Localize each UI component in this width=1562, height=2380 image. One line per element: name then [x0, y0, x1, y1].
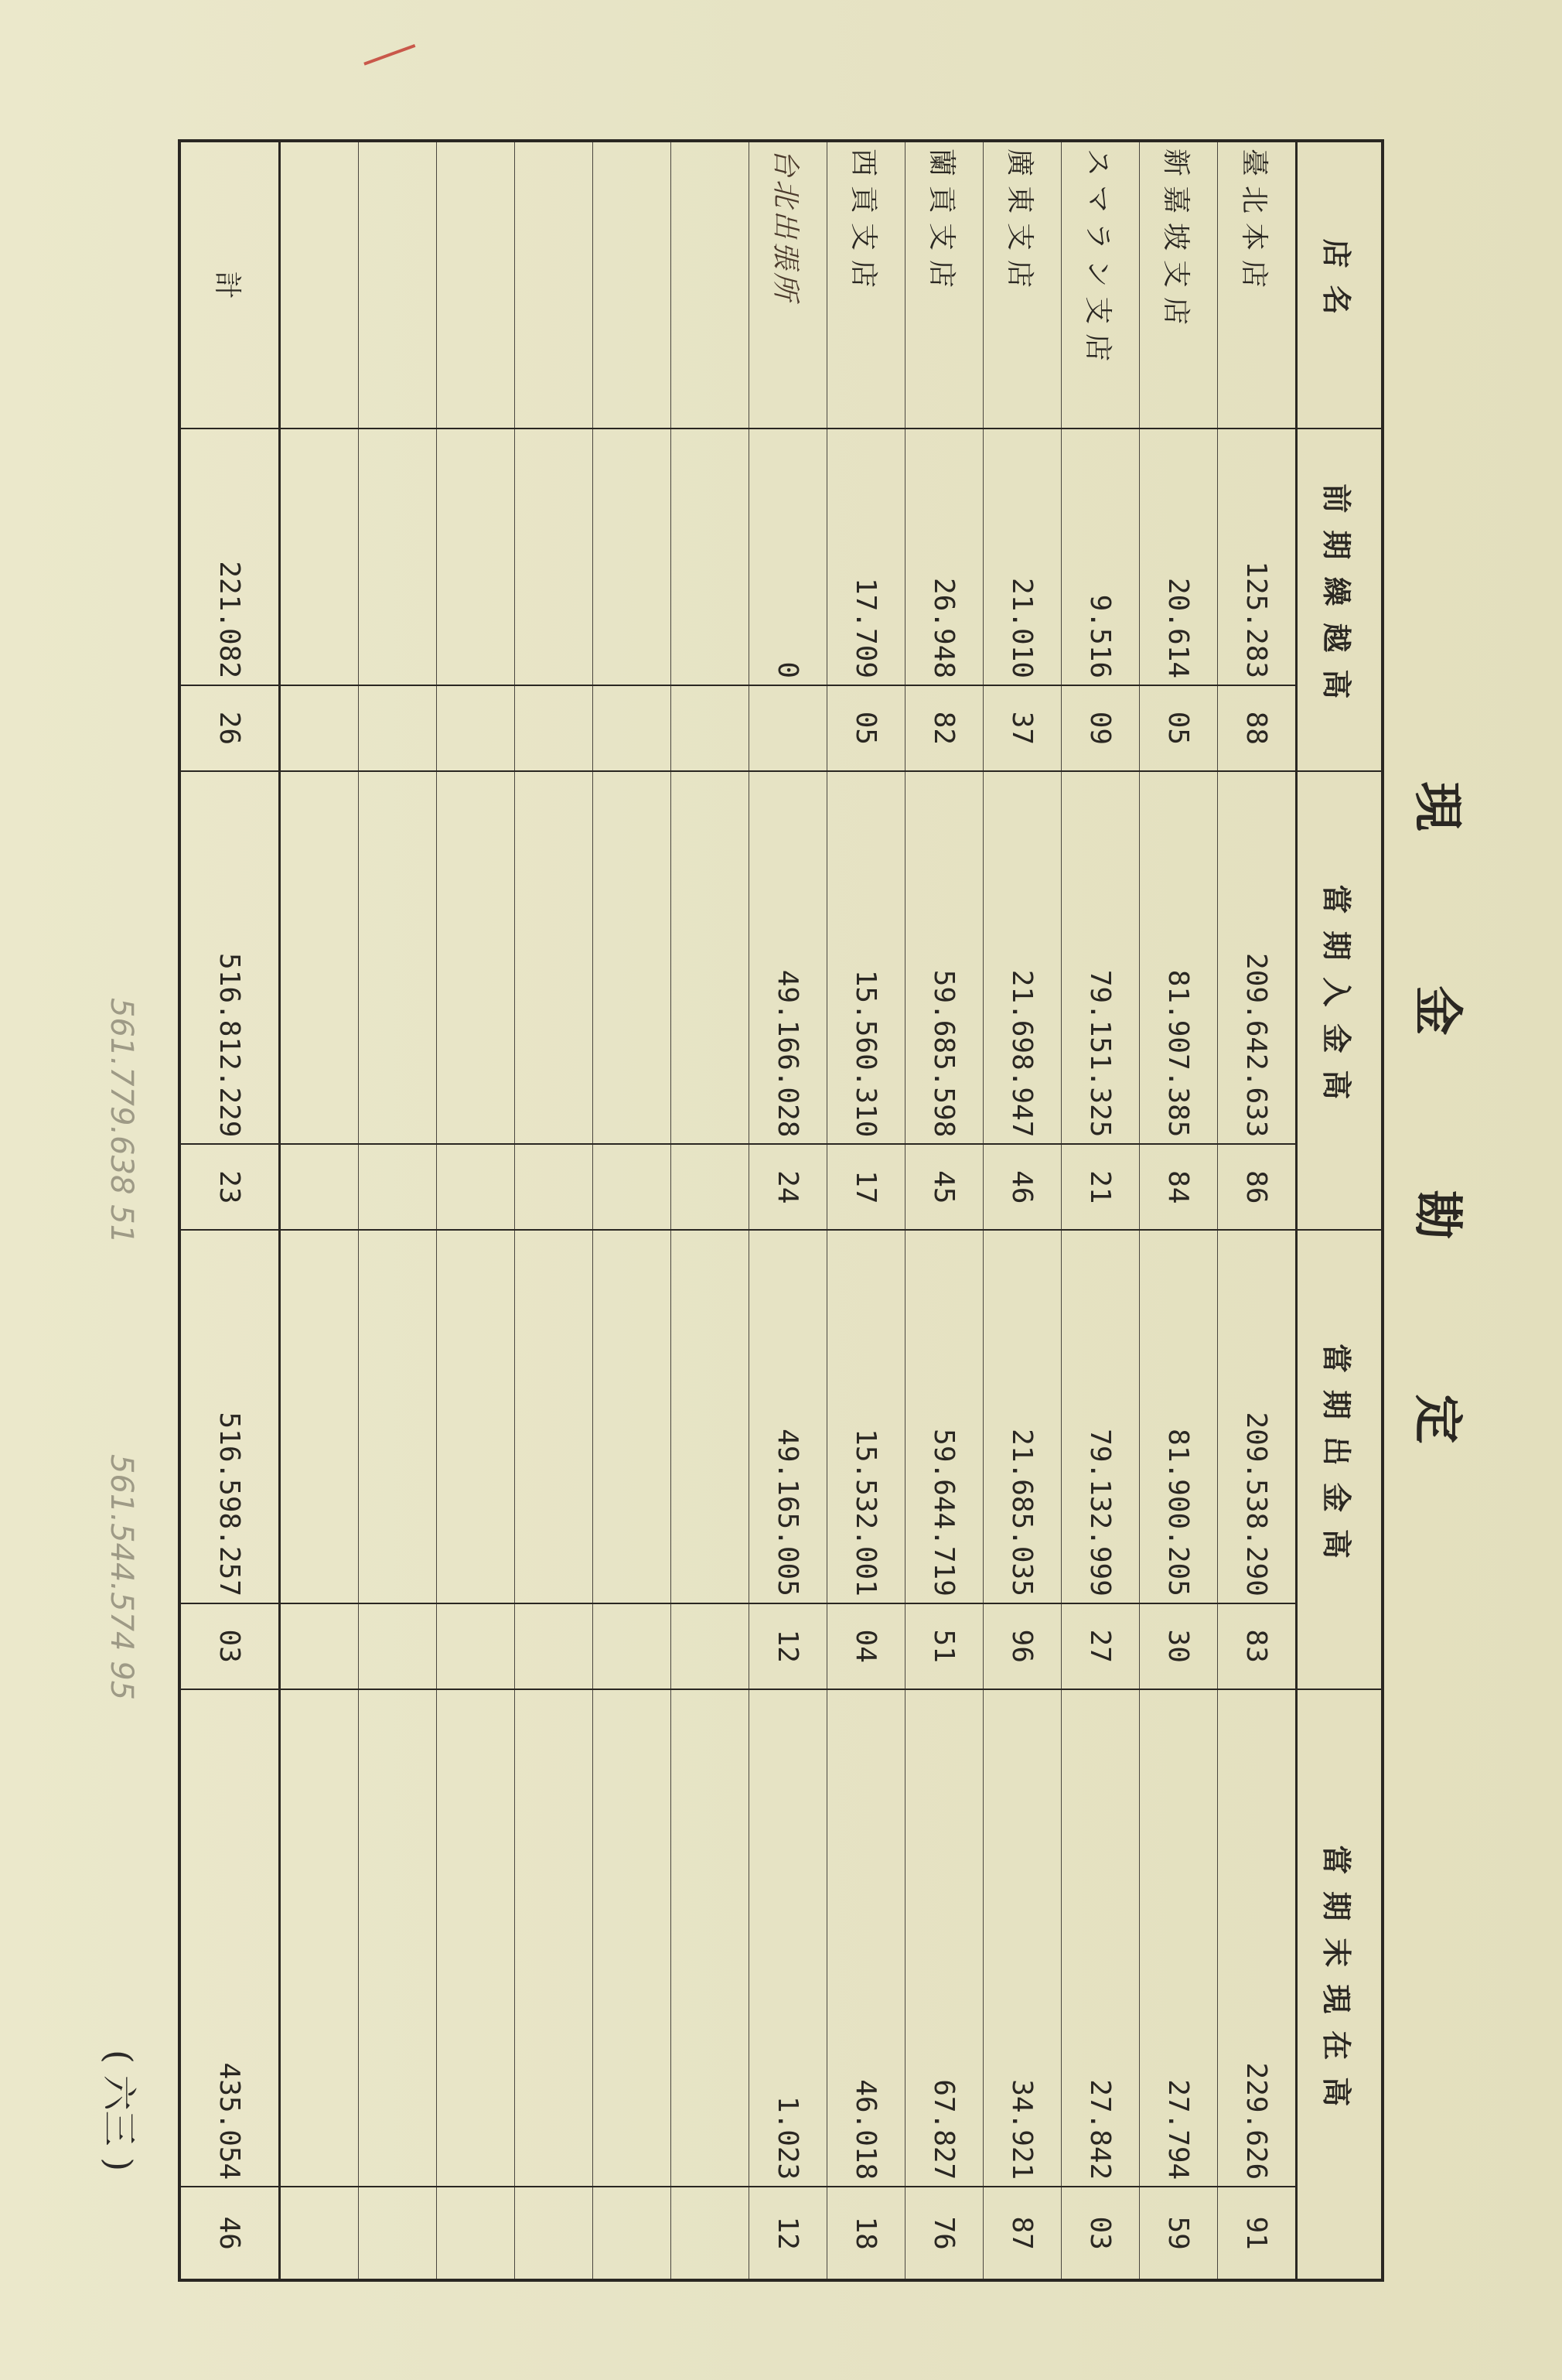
out-sen: 83: [1217, 1603, 1296, 1689]
out-sen: 51: [905, 1603, 983, 1689]
in-sen: 46: [983, 1144, 1061, 1230]
in-amount: 79.151.325: [1061, 771, 1139, 1145]
table-row: [1139, 141, 1217, 2280]
pencil-note-out: 561.544.574 95: [104, 1454, 139, 1701]
in-amount: 209.642.633: [1217, 771, 1296, 1145]
total-end-sen: 46: [179, 2187, 279, 2280]
in-amount: 59.685.598: [905, 771, 983, 1145]
total-row: [179, 141, 279, 2280]
page-number: ( 六三 ): [98, 2050, 140, 2172]
store-name: 廣東支店: [983, 141, 1061, 429]
total-label: 計: [179, 141, 279, 429]
blank-row: [358, 141, 436, 2280]
prev-amount: 125.283: [1217, 429, 1296, 685]
store-name: スマラン支店: [1061, 141, 1139, 429]
out-sen: 04: [827, 1603, 905, 1689]
end-sen: 18: [827, 2187, 905, 2280]
blank-row: [514, 141, 592, 2280]
prev-amount: 0: [749, 429, 827, 685]
total-prev-sen: 26: [179, 685, 279, 771]
in-sen: 45: [905, 1144, 983, 1230]
in-amount: 81.907.385: [1139, 771, 1217, 1145]
end-amount: 1.023: [749, 1689, 827, 2187]
prev-sen: 05: [1139, 685, 1217, 771]
end-amount: 46.018: [827, 1689, 905, 2187]
in-sen: 17: [827, 1144, 905, 1230]
header-end: 當期末現在高: [1297, 1689, 1383, 2280]
out-sen: 30: [1139, 1603, 1217, 1689]
prev-sen: 82: [905, 685, 983, 771]
in-sen: 86: [1217, 1144, 1296, 1230]
out-sen: 12: [749, 1603, 827, 1689]
store-name: 新嘉坡支店: [1139, 141, 1217, 429]
out-amount: 209.538.290: [1217, 1230, 1296, 1603]
in-sen: 21: [1061, 1144, 1139, 1230]
prev-amount: 21.010: [983, 429, 1061, 685]
table-row: [1061, 141, 1139, 2280]
total-in-sen: 23: [179, 1144, 279, 1230]
blank-row: [592, 141, 670, 2280]
end-amount: 67.827: [905, 1689, 983, 2187]
out-amount: 59.644.719: [905, 1230, 983, 1603]
blank-row: [436, 141, 514, 2280]
out-sen: 96: [983, 1603, 1061, 1689]
table-row: [749, 141, 827, 2280]
total-out: 516.598.257: [179, 1230, 279, 1603]
prev-sen: 37: [983, 685, 1061, 771]
store-name-handwritten: 台北出張所: [749, 141, 827, 429]
total-out-sen: 03: [179, 1603, 279, 1689]
in-amount: 49.166.028: [749, 771, 827, 1145]
store-name: 西貢支店: [827, 141, 905, 429]
table-row: [983, 141, 1061, 2280]
table-row: [905, 141, 983, 2280]
out-amount: 21.685.035: [983, 1230, 1061, 1603]
end-sen: 87: [983, 2187, 1061, 2280]
out-sen: 27: [1061, 1603, 1139, 1689]
header-in: 當期入金高: [1297, 771, 1383, 1230]
end-sen: 12: [749, 2187, 827, 2280]
in-amount: 21.698.947: [983, 771, 1061, 1145]
pencil-note-in: 561.779.638 51: [104, 998, 139, 1245]
cash-ledger-table: [178, 139, 1384, 2282]
in-sen: 84: [1139, 1144, 1217, 1230]
out-amount: 81.900.205: [1139, 1230, 1217, 1603]
header-row: [1297, 141, 1383, 2280]
end-amount: 27.842: [1061, 1689, 1139, 2187]
prev-amount: 17.709: [827, 429, 905, 685]
prev-sen: 09: [1061, 685, 1139, 771]
prev-amount: 9.516: [1061, 429, 1139, 685]
document-title: 現金勘定: [1408, 781, 1466, 1599]
table-row: [1217, 141, 1296, 2280]
prev-amount: 26.948: [905, 429, 983, 685]
prev-sen: 88: [1217, 685, 1296, 771]
out-amount: 49.165.005: [749, 1230, 827, 1603]
blank-row: [670, 141, 749, 2280]
table-row: [827, 141, 905, 2280]
blank-row: [279, 141, 358, 2280]
out-amount: 15.532.001: [827, 1230, 905, 1603]
header-store: 店名: [1297, 141, 1383, 429]
end-sen: 03: [1061, 2187, 1139, 2280]
end-amount: 229.626: [1217, 1689, 1296, 2187]
store-name: 臺北本店: [1217, 141, 1296, 429]
end-sen: 76: [905, 2187, 983, 2280]
header-prev: 前期繰越高: [1297, 429, 1383, 771]
in-sen: 24: [749, 1144, 827, 1230]
total-prev: 221.082: [179, 429, 279, 685]
header-out: 當期出金高: [1297, 1230, 1383, 1689]
store-name: 蘭貢支店: [905, 141, 983, 429]
end-sen: 59: [1139, 2187, 1217, 2280]
prev-sen: [749, 685, 827, 771]
prev-sen: 05: [827, 685, 905, 771]
out-amount: 79.132.999: [1061, 1230, 1139, 1603]
end-sen: 91: [1217, 2187, 1296, 2280]
end-amount: 27.794: [1139, 1689, 1217, 2187]
total-in: 516.812.229: [179, 771, 279, 1145]
end-amount: 34.921: [983, 1689, 1061, 2187]
total-end: 435.054: [179, 1689, 279, 2187]
in-amount: 15.560.310: [827, 771, 905, 1145]
prev-amount: 20.614: [1139, 429, 1217, 685]
